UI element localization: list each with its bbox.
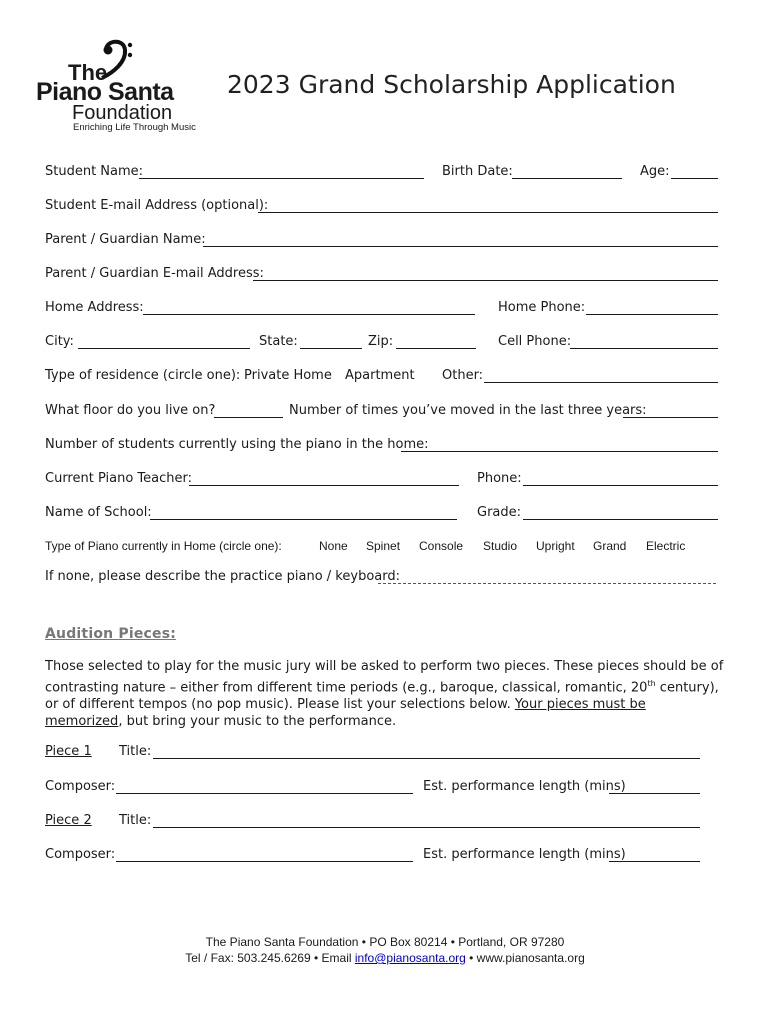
- residence-type-label: Type of residence (circle one):: [45, 368, 241, 383]
- piano-option-console[interactable]: Console: [419, 539, 464, 553]
- piece-1-title-field[interactable]: [153, 758, 700, 759]
- students-using-field[interactable]: [401, 451, 718, 452]
- student-name-label: Student Name:: [45, 164, 144, 179]
- audition-heading: Audition Pieces:: [45, 626, 177, 642]
- state-label: State:: [259, 334, 298, 349]
- grade-label: Grade:: [477, 505, 522, 520]
- logo-tagline: Enriching Life Through Music: [73, 122, 196, 133]
- school-label: Name of School:: [45, 505, 152, 520]
- piece-1-composer-field[interactable]: [116, 793, 413, 794]
- piece-2-composer-field[interactable]: [116, 861, 413, 862]
- parent-name-field[interactable]: [203, 246, 718, 247]
- footer-address: The Piano Santa Foundation • PO Box 80214 • Portland, OR 97280: [205, 935, 565, 949]
- piece-1-length-field[interactable]: [609, 793, 700, 794]
- teacher-field[interactable]: [189, 485, 459, 486]
- parent-name-label: Parent / Guardian Name:: [45, 232, 206, 247]
- piano-option-electric[interactable]: Electric: [646, 539, 686, 553]
- home-phone-label: Home Phone:: [498, 300, 586, 315]
- piano-option-none[interactable]: None: [319, 539, 348, 553]
- age-label: Age:: [640, 164, 670, 179]
- other-label: Other:: [442, 368, 484, 383]
- piano-option-upright[interactable]: Upright: [536, 539, 575, 553]
- city-label: City:: [45, 334, 74, 349]
- piece-2-length-label: Est. performance length (mins): [423, 847, 626, 862]
- cell-phone-label: Cell Phone:: [498, 334, 572, 349]
- instructions-part-1: Those selected to play for the music jury will be asked to perform two pieces. These pieces should be of contrasting nature – either from different time periods (e.g., baroque, classical, romantic, 20: [45, 659, 724, 696]
- zip-label: Zip:: [368, 334, 394, 349]
- no-piano-field[interactable]: [378, 583, 716, 584]
- other-field[interactable]: [484, 382, 718, 383]
- audition-instructions: [45, 658, 725, 730]
- teacher-phone-label: Phone:: [477, 471, 522, 486]
- parent-email-label: Parent / Guardian E-mail Address:: [45, 266, 264, 281]
- piano-option-studio[interactable]: Studio: [483, 539, 518, 553]
- footer-phone: Tel / Fax: 503.245.6269 • Email: [185, 951, 355, 965]
- zip-field[interactable]: [396, 348, 476, 349]
- piece-1-title-label: Title:: [119, 744, 152, 759]
- logo-foundation: Foundation: [72, 102, 173, 124]
- student-name-field[interactable]: [139, 178, 424, 179]
- home-phone-field[interactable]: [586, 314, 718, 315]
- piano-type-label: Type of Piano currently in Home (circle one):: [45, 539, 282, 553]
- footer-email-link[interactable]: info@pianosanta.org: [354, 951, 466, 965]
- piece-2-length-field[interactable]: [609, 861, 700, 862]
- instructions-sup: th: [647, 679, 656, 688]
- piece-2-title-field[interactable]: [153, 827, 700, 828]
- moves-label: Number of times you’ve moved in the last three years:: [289, 403, 647, 418]
- piano-option-spinet[interactable]: Spinet: [366, 539, 401, 553]
- memorized-note: Your pieces must be memorized: [45, 697, 646, 730]
- footer-website: • www.pianosanta.org: [465, 951, 585, 965]
- footer-contact: [0, 950, 770, 966]
- cell-phone-field[interactable]: [570, 348, 718, 349]
- school-field[interactable]: [150, 519, 457, 520]
- parent-email-field[interactable]: [253, 280, 718, 281]
- residence-option-apartment[interactable]: Apartment: [345, 368, 415, 383]
- piece-1-length-label: Est. performance length (mins): [423, 779, 626, 794]
- no-piano-label: If none, please describe the practice piano / keyboard:: [45, 569, 400, 584]
- home-address-label: Home Address:: [45, 300, 144, 315]
- city-field[interactable]: [78, 348, 250, 349]
- birth-date-label: Birth Date:: [442, 164, 513, 179]
- teacher-phone-field[interactable]: [523, 485, 718, 486]
- moves-field[interactable]: [623, 417, 718, 418]
- logo-piano-santa: Piano Santa: [36, 78, 174, 106]
- piano-option-grand[interactable]: Grand: [593, 539, 627, 553]
- teacher-label: Current Piano Teacher:: [45, 471, 192, 486]
- piece-1-composer-label: Composer:: [45, 779, 116, 794]
- instructions-part-2: century), or of different tempos (no pop music). Please list your selections below.: [45, 680, 719, 713]
- logo-the: The: [68, 60, 108, 85]
- piece-2-composer-label: Composer:: [45, 847, 116, 862]
- students-using-label: Number of students currently using the piano in the home:: [45, 437, 429, 452]
- birth-date-field[interactable]: [512, 178, 622, 179]
- grade-field[interactable]: [523, 519, 718, 520]
- state-field[interactable]: [300, 348, 362, 349]
- age-field[interactable]: [671, 178, 718, 179]
- residence-option-private-home[interactable]: Private Home: [244, 368, 332, 383]
- piece-2-title-label: Title:: [119, 813, 152, 828]
- student-email-field[interactable]: [258, 212, 718, 213]
- page-title: 2023 Grand Scholarship Application: [227, 70, 676, 99]
- piece-1-label: Piece 1: [45, 744, 92, 759]
- student-email-label: Student E-mail Address (optional):: [45, 198, 269, 213]
- instructions-part-3: , but bring your music to the performance.: [118, 714, 397, 730]
- piece-2-label: Piece 2: [45, 813, 92, 828]
- home-address-field[interactable]: [143, 314, 475, 315]
- floor-label: What floor do you live on?: [45, 403, 216, 418]
- floor-field[interactable]: [214, 417, 283, 418]
